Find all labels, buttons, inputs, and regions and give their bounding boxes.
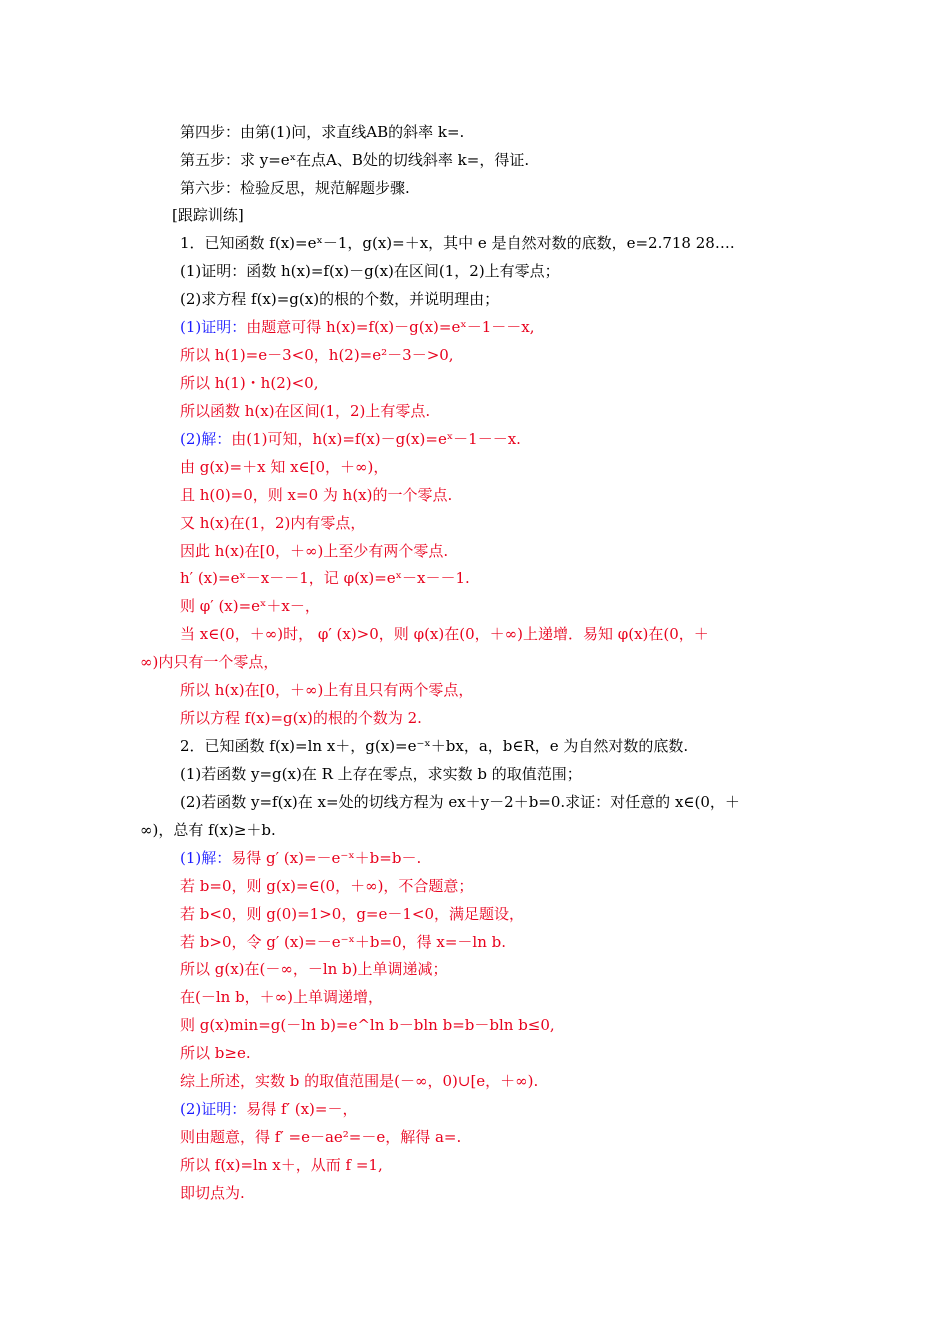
solution-line bbox=[180, 429, 521, 449]
solution-line: ∞)内只有一个零点， bbox=[140, 653, 279, 671]
solution-line: 所以方程 f(x)=g(x)的根的个数为 2. bbox=[180, 709, 422, 727]
solution-label: (1)证明： bbox=[180, 318, 247, 336]
solution-line: 若 b>0，令 g′ (x)=－e⁻ˣ＋b=0，得 x=－ln b. bbox=[180, 933, 507, 951]
solution-line: 综上所述，实数 b 的取值范围是(－∞，0)∪[e，＋∞). bbox=[180, 1072, 539, 1090]
text-line: 第五步：求 y=eˣ在点A、B处的切线斜率 k=，得证. bbox=[180, 151, 530, 169]
solution-line bbox=[180, 848, 421, 868]
solution-line: 所以 h(1)・h(2)<0, bbox=[180, 374, 319, 392]
solution-label: (1)解： bbox=[180, 849, 232, 867]
solution-line: 所以 g(x)在(－∞，－ln b)上单调递减； bbox=[180, 960, 448, 978]
solution-line: 所以 h(1)=e－3<0，h(2)=e²－3－>0, bbox=[180, 346, 454, 364]
problem-part: (2)求方程 f(x)=g(x)的根的个数，并说明理由； bbox=[180, 290, 500, 308]
solution-line: 所以 b≥e. bbox=[180, 1044, 251, 1062]
solution-line: h′ (x)=eˣ－x－－1，记 φ(x)=eˣ－x－－1. bbox=[180, 569, 470, 587]
solution-line: 所以 h(x)在[0，＋∞)上有且只有两个零点， bbox=[180, 681, 474, 699]
solution-line: 若 b<0，则 g(0)=1>0，g=e－1<0，满足题设， bbox=[180, 905, 525, 923]
solution-line: 所以 f(x)=ln x＋，从而 f =1, bbox=[180, 1156, 383, 1174]
solution-line: 且 h(0)=0，则 x=0 为 h(x)的一个零点. bbox=[180, 486, 453, 504]
solution-label: (2)解： bbox=[180, 430, 232, 448]
solution-line bbox=[180, 1099, 357, 1119]
solution-text: 易得 g′ (x)=－e⁻ˣ＋b=b－. bbox=[231, 849, 422, 867]
solution-line: 所以函数 h(x)在区间(1，2)上有零点. bbox=[180, 402, 431, 420]
text-line: 第四步：由第(1)问，求直线AB的斜率 k=. bbox=[180, 123, 465, 141]
solution-line: 又 h(x)在(1，2)内有零点， bbox=[180, 514, 366, 532]
solution-text: 由题意可得 h(x)=f(x)－g(x)=eˣ－1－－x, bbox=[246, 318, 535, 336]
problem-statement: 2．已知函数 f(x)=ln x＋，g(x)=e⁻ˣ＋bx，a，b∈R，e 为自然对数的底数. bbox=[180, 737, 689, 755]
solution-label: (2)证明： bbox=[180, 1100, 247, 1118]
solution-line bbox=[180, 317, 534, 337]
solution-line: 则 φ′ (x)=eˣ＋x－， bbox=[180, 597, 320, 615]
solution-line: 则 g(x)min=g(－ln b)=e^ln b－bln b=b－bln b≤0, bbox=[180, 1016, 555, 1034]
section-heading: [跟踪训练] bbox=[172, 206, 244, 224]
solution-text: 由(1)可知，h(x)=f(x)－g(x)=eˣ－1－－x. bbox=[231, 430, 521, 448]
problem-part: ∞)，总有 f(x)≥＋b. bbox=[140, 821, 276, 839]
solution-line: 当 x∈(0，＋∞)时， φ′ (x)>0，则 φ(x)在(0，＋∞)上递增．易知 φ(x)在(0，＋ bbox=[180, 625, 709, 643]
solution-line: 则由题意，得 f′ =e－ae²=－e，解得 a=. bbox=[180, 1128, 462, 1146]
problem-part: (1)证明：函数 h(x)=f(x)－g(x)在区间(1，2)上有零点； bbox=[180, 262, 560, 280]
problem-part: (2)若函数 y=f(x)在 x=处的切线方程为 ex＋y－2＋b=0.求证：对任意的 x∈(0，＋ bbox=[180, 793, 740, 811]
text-line: 第六步：检验反思，规范解题步骤. bbox=[180, 179, 410, 197]
solution-line: 因此 h(x)在[0，＋∞)上至少有两个零点. bbox=[180, 542, 449, 560]
problem-statement: 1．已知函数 f(x)=eˣ－1，g(x)=＋x，其中 e 是自然对数的底数，e=2.718 28…. bbox=[180, 234, 735, 252]
solution-line: 若 b=0，则 g(x)=∈(0，＋∞)，不合题意； bbox=[180, 877, 474, 895]
solution-line: 即切点为. bbox=[180, 1184, 245, 1202]
problem-part: (1)若函数 y=g(x)在 R 上存在零点，求实数 b 的取值范围； bbox=[180, 765, 582, 783]
solution-line: 在(－ln b，＋∞)上单调递增， bbox=[180, 988, 384, 1006]
solution-text: 易得 f′ (x)=－， bbox=[246, 1100, 358, 1118]
solution-line: 由 g(x)=＋x 知 x∈[0，＋∞)， bbox=[180, 458, 389, 476]
